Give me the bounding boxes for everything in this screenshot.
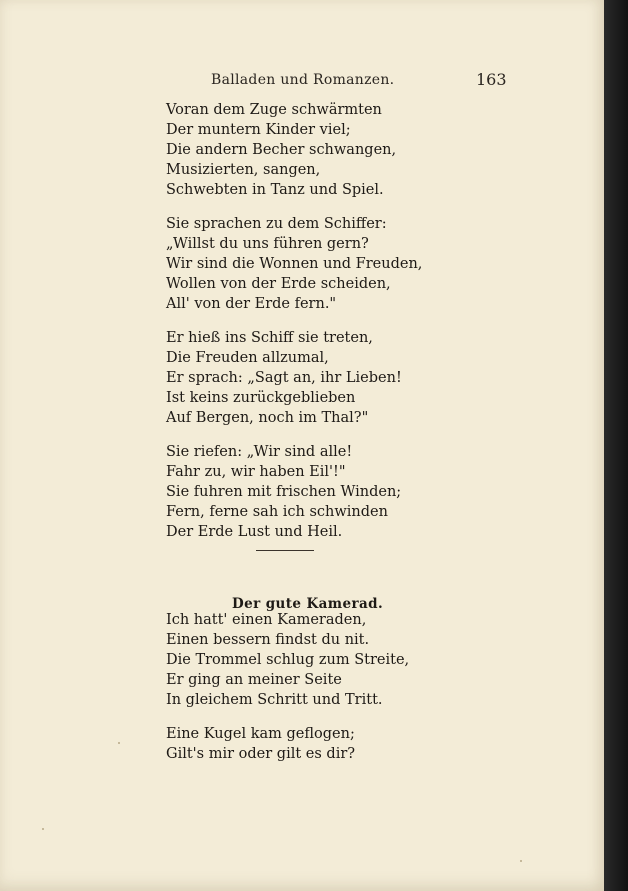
- stanza: [166, 724, 466, 764]
- verse-line: Wir sind die Wonnen und Freuden,: [166, 256, 423, 272]
- verse-line: Fern, ferne sah ich schwinden: [166, 504, 388, 520]
- paper-speck: [118, 742, 120, 744]
- stanza: [166, 328, 466, 428]
- paper-speck: [520, 860, 522, 862]
- verse-line: Die Trommel schlug zum Streite,: [166, 652, 410, 668]
- scan-edge: [604, 0, 628, 891]
- section-divider: [256, 550, 314, 551]
- verse-line: „Willst du uns führen gern?: [166, 236, 369, 252]
- verse-line: Voran dem Zuge schwärmten: [166, 102, 382, 118]
- verse-line: Wollen von der Erde scheiden,: [166, 276, 391, 292]
- verse-line: Auf Bergen, noch im Thal?": [166, 410, 369, 426]
- verse-line: All' von der Erde fern.": [166, 296, 337, 312]
- verse-line: Er hieß ins Schiff sie treten,: [166, 330, 373, 346]
- poem-title: Der gute Kamerad.: [232, 596, 384, 612]
- verse-line: Fahr zu, wir haben Eil'!": [166, 464, 346, 480]
- running-title: Balladen und Romanzen.: [211, 72, 395, 88]
- verse-line: Sie fuhren mit frischen Winden;: [166, 484, 402, 500]
- verse-line: Eine Kugel kam geflogen;: [166, 726, 355, 742]
- verse-line: Ist keins zurückgeblieben: [166, 390, 356, 406]
- verse-line: Schwebten in Tanz und Spiel.: [166, 182, 384, 198]
- verse-line: Sie riefen: „Wir sind alle!: [166, 444, 353, 460]
- verse-line: Sie sprachen zu dem Schiffer:: [166, 216, 387, 232]
- verse-line: Er sprach: „Sagt an, ihr Lieben!: [166, 370, 402, 386]
- verse-line: Die andern Becher schwangen,: [166, 142, 397, 158]
- verse-line: In gleichem Schritt und Tritt.: [166, 692, 383, 708]
- verse-line: Einen bessern findst du nit.: [166, 632, 370, 648]
- page-number: 163: [476, 70, 507, 89]
- verse-line: Der Erde Lust und Heil.: [166, 524, 343, 540]
- verse-line: Musizierten, sangen,: [166, 162, 321, 178]
- poem-continued: [166, 100, 466, 556]
- stanza: [166, 610, 466, 710]
- verse-line: Der muntern Kinder viel;: [166, 122, 351, 138]
- verse-line: Gilt's mir oder gilt es dir?: [166, 746, 356, 762]
- stanza: [166, 100, 466, 200]
- verse-line: Ich hatt' einen Kameraden,: [166, 612, 367, 628]
- verse-line: Er ging an meiner Seite: [166, 672, 342, 688]
- paper-speck: [42, 828, 44, 830]
- verse-line: Die Freuden allzumal,: [166, 350, 329, 366]
- poem-der-gute-kamerad: [166, 610, 466, 778]
- stanza: [166, 442, 466, 542]
- stanza: [166, 214, 466, 314]
